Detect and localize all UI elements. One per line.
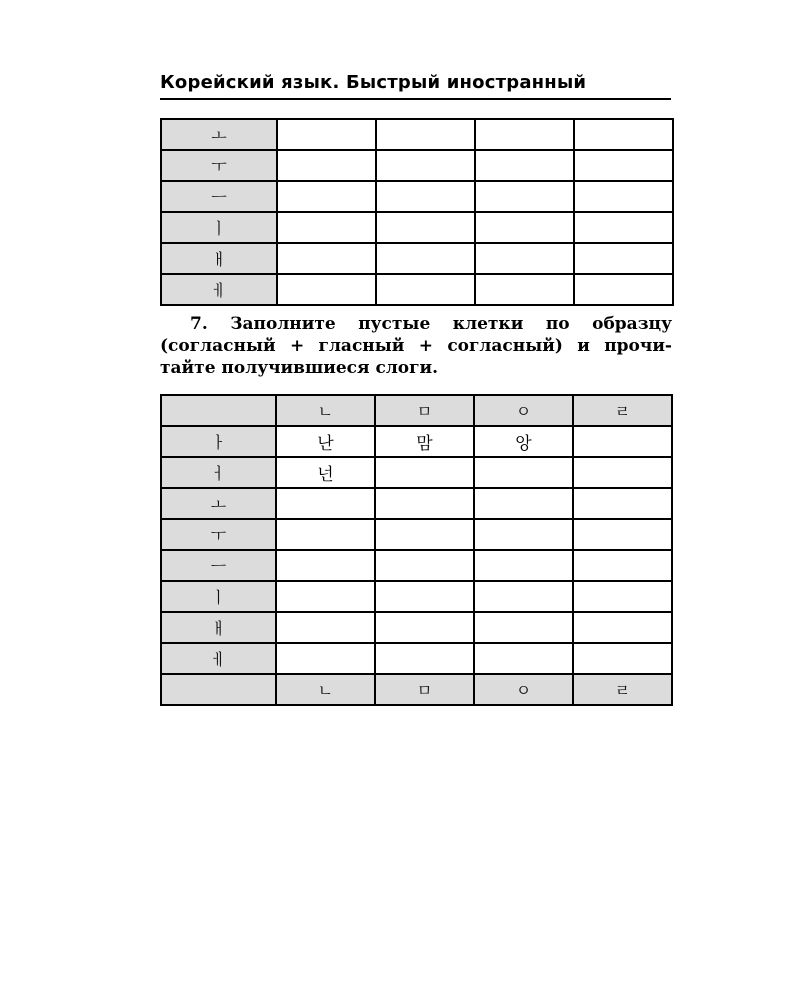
syllable-cell[interactable] [573,612,672,643]
practice-cell[interactable] [574,274,673,305]
practice-cell[interactable] [574,181,673,212]
consonant-header: ㄹ [573,395,672,426]
practice-cell[interactable] [277,212,376,243]
syllable-cell[interactable] [573,488,672,519]
practice-cell[interactable] [475,181,574,212]
syllable-cell[interactable] [375,457,474,488]
table-row [161,243,673,274]
syllable-cell[interactable] [474,488,573,519]
practice-cell[interactable] [376,274,475,305]
syllable-cell[interactable] [573,457,672,488]
table-row [161,581,672,612]
vowel-label: ㅏ [161,426,276,457]
exercise-7-instructions [160,313,672,379]
syllable-cell[interactable] [474,612,573,643]
table-row [161,426,672,457]
syllable-example-cell: 맘 [375,426,474,457]
consonant-footer: ㄴ [276,674,375,705]
vowel-label: ㅡ [161,181,277,212]
practice-cell[interactable] [574,150,673,181]
practice-cell[interactable] [376,150,475,181]
consonant-footer: ㅁ [375,674,474,705]
syllable-cell[interactable] [276,612,375,643]
syllable-cell[interactable] [375,581,474,612]
table-row [161,643,672,674]
table-row [161,612,672,643]
syllable-cell[interactable] [573,426,672,457]
practice-cell[interactable] [574,119,673,150]
vowel-label: ㅐ [161,612,276,643]
vowel-label: ㅐ [161,243,277,274]
instruction-line: (согласный + гласный + согласный) и прочи- [160,336,672,356]
consonant-footer: ㄹ [573,674,672,705]
syllable-cell[interactable] [474,519,573,550]
vowel-label: ㅡ [161,550,276,581]
vowel-label: ㅜ [161,519,276,550]
consonant-header: ㅇ [474,395,573,426]
syllable-cell[interactable] [276,581,375,612]
vowel-label: ㅜ [161,150,277,181]
syllable-cell[interactable] [375,643,474,674]
syllable-cell[interactable] [573,519,672,550]
syllable-cell[interactable] [474,550,573,581]
syllable-cell[interactable] [375,612,474,643]
corner-cell [161,395,276,426]
table-row [161,550,672,581]
instruction-line: тайте получившиеся слоги. [160,358,439,378]
table-row [161,150,673,181]
syllable-cell[interactable] [573,550,672,581]
table-row [161,488,672,519]
vowel-label: ㅣ [161,212,277,243]
practice-cell[interactable] [277,274,376,305]
consonant-footer: ㅇ [474,674,573,705]
syllable-cell[interactable] [375,550,474,581]
practice-cell[interactable] [376,212,475,243]
practice-cell[interactable] [475,274,574,305]
vowel-practice-table [160,118,674,306]
practice-cell[interactable] [277,150,376,181]
table-row [161,274,673,305]
table-row [161,457,672,488]
syllable-cell[interactable] [276,643,375,674]
instruction-line: 7. Заполните пустые клетки по образцу [190,314,672,334]
vowel-label: ㅓ [161,457,276,488]
syllable-example-cell: 앙 [474,426,573,457]
syllable-table [160,394,673,706]
table-row [161,212,673,243]
practice-cell[interactable] [475,243,574,274]
syllable-example-cell: 넌 [276,457,375,488]
corner-cell [161,674,276,705]
syllable-cell[interactable] [573,581,672,612]
practice-cell[interactable] [277,181,376,212]
syllable-cell[interactable] [276,550,375,581]
syllable-cell[interactable] [276,488,375,519]
table-row [161,181,673,212]
practice-cell[interactable] [376,119,475,150]
consonant-header: ㄴ [276,395,375,426]
practice-cell[interactable] [574,243,673,274]
practice-cell[interactable] [277,119,376,150]
header-row [161,395,672,426]
vowel-label: ㅔ [161,643,276,674]
consonant-header: ㅁ [375,395,474,426]
practice-cell[interactable] [475,119,574,150]
vowel-label: ㅣ [161,581,276,612]
practice-cell[interactable] [574,212,673,243]
vowel-label: ㅗ [161,488,276,519]
table-row [161,119,673,150]
syllable-cell[interactable] [573,643,672,674]
syllable-cell[interactable] [276,519,375,550]
practice-cell[interactable] [277,243,376,274]
syllable-cell[interactable] [474,457,573,488]
footer-row [161,674,672,705]
header-rule [160,98,671,100]
running-head: Корейский язык. Быстрый иностранный [160,72,587,93]
practice-cell[interactable] [475,150,574,181]
practice-cell[interactable] [475,212,574,243]
practice-cell[interactable] [376,181,475,212]
syllable-cell[interactable] [375,519,474,550]
vowel-label: ㅗ [161,119,277,150]
syllable-cell[interactable] [474,643,573,674]
vowel-label: ㅔ [161,274,277,305]
table-row [161,519,672,550]
syllable-cell[interactable] [474,581,573,612]
syllable-cell[interactable] [375,488,474,519]
syllable-example-cell: 난 [276,426,375,457]
practice-cell[interactable] [376,243,475,274]
